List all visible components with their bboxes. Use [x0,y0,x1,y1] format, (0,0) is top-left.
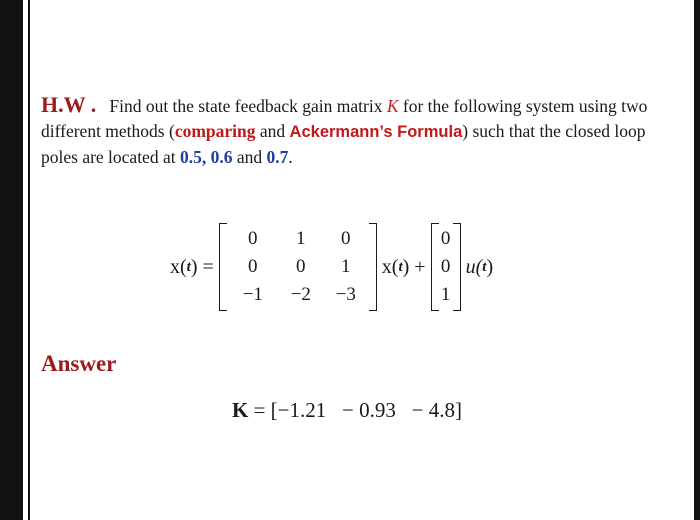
plus-sign: ) + [402,255,431,278]
problem-text-3: and [255,121,290,141]
pole-third: 0.7 [266,147,289,167]
gain-matrix-result [232,398,462,423]
matrix-a-cell: 0 [296,256,306,277]
matrix-b-cell: 0 [440,256,451,277]
result-k-value: = [−1.21 − 0.93 − 4.8] [248,398,462,422]
lhs-x: x( [170,255,187,278]
problem-statement [41,92,681,170]
matrix-a-cell: 1 [296,228,306,249]
input-u: u( [460,255,483,278]
matrix-a-cell: 0 [341,228,351,249]
answer-label: Answer [41,351,117,376]
problem-text-5: and [232,147,267,167]
input-close: ) [486,255,494,278]
state-space-equation [170,221,493,313]
state-x: x( [376,255,399,278]
left-border-bar [0,0,23,520]
lhs-equals: ) = [190,255,219,278]
matrix-a-cell: −1 [242,284,263,305]
input-t: t [482,258,487,275]
poles-first-two: 0.5, 0.6 [179,147,233,167]
hw-label: H.W . [41,92,97,117]
problem-text-1: Find out the state feedback gain matrix [109,96,387,116]
left-border-line [28,0,30,520]
result-k-label: K [232,398,249,422]
matrix-b [431,223,461,311]
state-t: t [398,258,403,275]
k-symbol: K [386,96,399,116]
matrix-b-cell: 1 [440,284,451,305]
matrix-a-cell: −2 [290,284,311,305]
matrix-a-cell: 0 [248,228,258,249]
matrix-b-cell: 0 [440,228,451,249]
method-comparing: comparing [174,121,256,141]
problem-text-4: ) such that the closed loop poles are located at [41,121,646,167]
lhs-t: t [186,258,191,275]
problem-text-2: for the following system using two different methods ( [41,96,648,141]
matrix-a [219,223,377,311]
matrix-a-cell: −3 [335,284,356,305]
matrix-a-cell: 0 [248,256,258,277]
method-ackermann: Ackermann’s Formula [289,123,463,141]
problem-text-6: . [288,147,293,167]
matrix-a-cell: 1 [341,256,351,277]
right-border-bar [694,0,700,520]
